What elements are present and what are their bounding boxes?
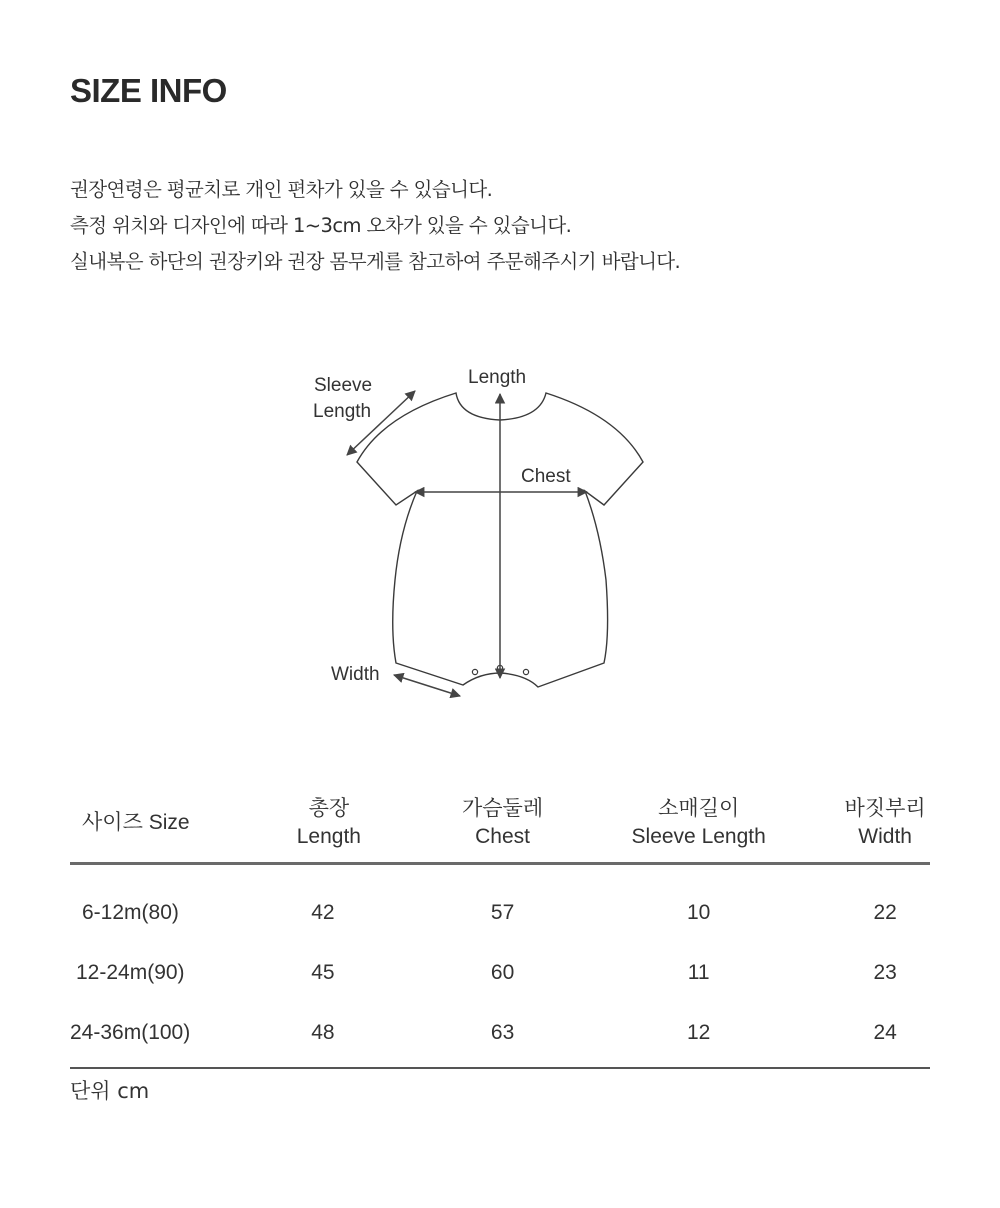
header-label-en: Width	[858, 825, 912, 848]
header-label-en: Sleeve Length	[631, 825, 766, 848]
header-size	[70, 784, 198, 864]
note-line: 측정 위치와 디자인에 따라 1~3cm 오차가 있을 수 있습니다.	[70, 214, 572, 237]
header-label-ko: 총장	[308, 797, 350, 820]
chest-cell: 63	[448, 1003, 557, 1068]
snap-button-icon	[472, 669, 477, 674]
width-cell: 23	[873, 961, 897, 984]
size-notes	[70, 172, 680, 280]
sleeve-length-cell: 10	[687, 901, 711, 924]
header-label-en: Length	[296, 825, 361, 848]
size-cell: 6-12m(80)	[82, 901, 179, 924]
romper-measurement-diagram	[300, 360, 660, 710]
size-cell: 24-36m(100)	[70, 1003, 198, 1068]
width-arrow-icon	[394, 675, 460, 696]
chest-cell: 57	[490, 901, 515, 924]
width-label: Width	[331, 664, 380, 685]
header-label-ko: 가슴둘레	[461, 797, 544, 820]
header-sleeve-length	[557, 784, 840, 864]
length-cell: 48	[198, 1003, 448, 1068]
table-header-row	[70, 784, 930, 864]
sleeve-length-cell: 11	[687, 961, 710, 984]
width-cell: 22	[873, 901, 897, 924]
note-line: 실내복은 하단의 권장키와 권장 몸무게를 참고하여 주문해주시기 바랍니다.	[70, 250, 681, 273]
unit-note: 단위 cm	[70, 1079, 150, 1103]
sleeve-length-cell: 12	[557, 1003, 840, 1068]
page-title: SIZE INFO	[70, 72, 227, 109]
size-table	[70, 784, 930, 1069]
note-line: 권장연령은 평균치로 개인 편차가 있을 수 있습니다.	[70, 178, 493, 201]
header-width	[840, 784, 930, 864]
size-cell: 12-24m(90)	[76, 961, 185, 984]
length-cell: 42	[311, 901, 335, 924]
header-chest	[448, 784, 557, 864]
table-row	[70, 943, 930, 1003]
width-cell: 24	[840, 1003, 930, 1068]
table-row	[70, 1003, 930, 1068]
snap-button-icon	[523, 669, 528, 674]
sleeve-length-label: Sleeve	[314, 375, 373, 396]
length-label: Length	[468, 367, 527, 388]
chest-label: Chest	[521, 466, 571, 487]
header-label: 사이즈 Size	[82, 811, 190, 834]
table-row	[70, 864, 930, 944]
header-label-ko: 소매길이	[658, 797, 740, 820]
sleeve-length-label: Length	[313, 401, 372, 422]
header-label-ko: 바짓부리	[844, 797, 926, 820]
header-label-en: Chest	[475, 825, 530, 848]
length-cell: 45	[311, 961, 335, 984]
header-length	[198, 784, 448, 864]
chest-cell: 60	[490, 961, 515, 984]
